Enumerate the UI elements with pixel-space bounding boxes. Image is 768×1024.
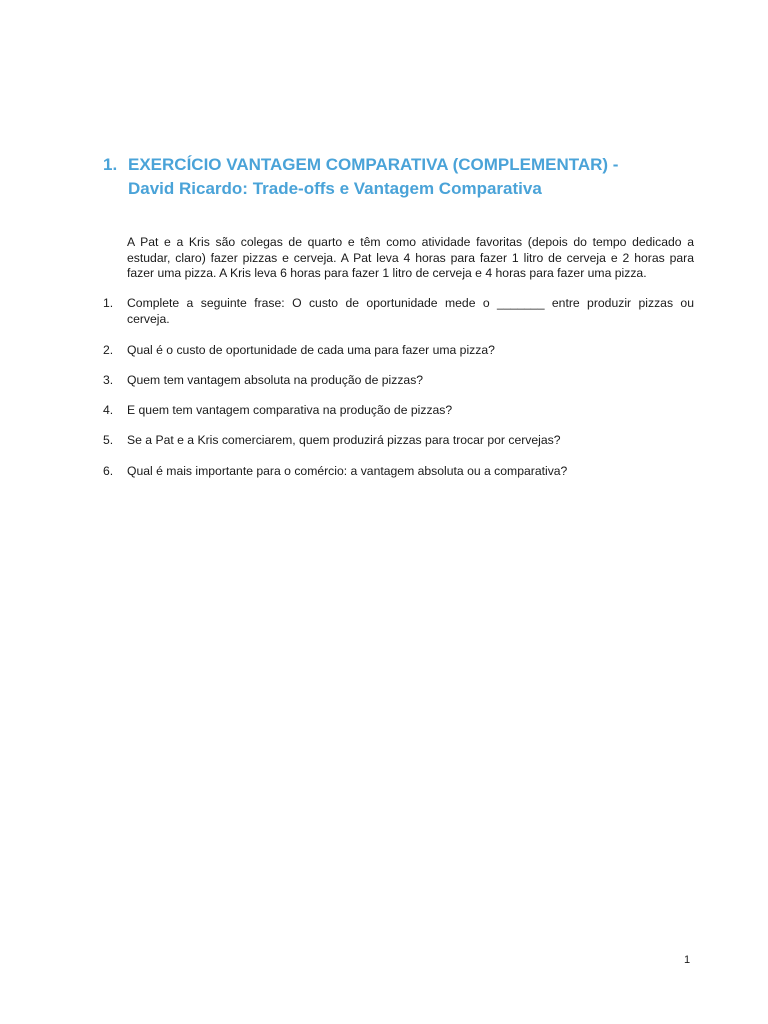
heading-line-2: David Ricardo: Trade-offs e Vantagem Comparativa xyxy=(128,179,542,198)
question-text xyxy=(127,296,694,327)
question-line: Qual é o custo de oportunidade de cada uma para fazer uma pizza? xyxy=(127,343,495,357)
question-line: cerveja. xyxy=(127,311,170,326)
intro-line-3: fazer uma pizza. A Kris leva 6 horas para fazer 1 litro de cerveja e 4 horas para fazer uma pizza. xyxy=(127,266,647,280)
question-number: 2. xyxy=(103,343,114,357)
question-number: 1. xyxy=(103,296,114,310)
question-text xyxy=(127,433,694,449)
heading-text xyxy=(128,153,698,201)
question-text xyxy=(127,464,694,480)
question-text xyxy=(127,373,694,389)
question-text xyxy=(127,343,694,359)
intro-line-1: A Pat e a Kris são colegas de quarto e têm como atividade favoritas (depois do tempo dedicado a xyxy=(127,235,694,249)
heading-number: 1. xyxy=(103,155,118,174)
question-number: 4. xyxy=(103,403,114,417)
question-line: Quem tem vantagem absoluta na produção de pizzas? xyxy=(127,373,424,387)
question-number: 6. xyxy=(103,464,114,478)
question-number: 5. xyxy=(103,433,114,447)
intro-paragraph xyxy=(127,235,694,282)
page-number: 1 xyxy=(684,954,691,966)
question-line: Se a Pat e a Kris comerciarem, quem produzirá pizzas para trocar por cervejas? xyxy=(127,433,561,447)
question-number: 3. xyxy=(103,373,114,387)
question-line: Qual é mais importante para o comércio: a vantagem absoluta ou a comparativa? xyxy=(127,464,568,478)
question-line: E quem tem vantagem comparativa na produção de pizzas? xyxy=(127,403,453,417)
intro-line-2: estudar, claro) fazer pizzas e cerveja. A Pat leva 4 horas para fazer 1 litro de cerveja e 2 horas para xyxy=(127,250,694,265)
heading-line-1: EXERCÍCIO VANTAGEM COMPARATIVA (COMPLEMENTAR) - xyxy=(128,155,619,174)
question-line: Complete a seguinte frase: O custo de oportunidade mede o _______ entre produzir pizzas ou xyxy=(127,296,694,310)
question-text xyxy=(127,403,694,419)
